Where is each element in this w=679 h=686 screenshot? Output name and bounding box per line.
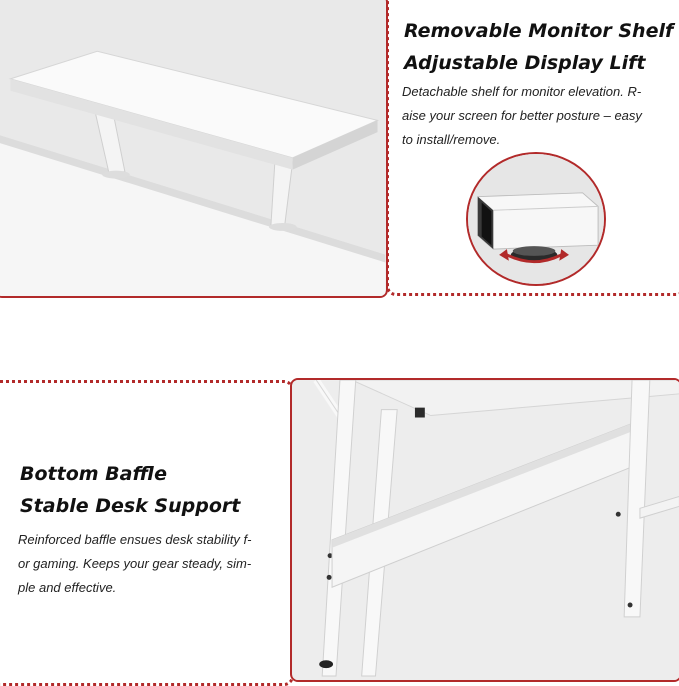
shelf-description-line: Detachable shelf for monitor elevation. R-	[402, 84, 642, 99]
bottom-baffle-photo	[290, 378, 679, 682]
baffle-heading-line1: Bottom Baffle	[20, 463, 167, 485]
bottom-baffle-illustration	[292, 380, 679, 680]
shelf-bracket-detail-photo	[466, 152, 606, 286]
shelf-heading-line1: Removable Monitor Shelf	[404, 20, 674, 42]
baffle-description-line: Reinforced baffle ensues desk stability f-	[18, 532, 252, 547]
shelf-description-line: aise your screen for better posture – easy	[402, 108, 642, 123]
bracket-knob-illustration	[468, 154, 604, 284]
baffle-description-line: ple and effective.	[18, 580, 117, 595]
monitor-shelf-illustration	[0, 0, 386, 296]
baffle-description	[18, 528, 251, 600]
baffle-heading-line2: Stable Desk Support	[20, 495, 241, 517]
monitor-shelf-photo	[0, 0, 388, 298]
baffle-description-line: or gaming. Keeps your gear steady, sim-	[18, 556, 252, 571]
shelf-description	[402, 80, 642, 152]
shelf-description-line: to install/remove.	[402, 132, 501, 147]
shelf-heading-line2: Adjustable Display Lift	[404, 52, 646, 74]
